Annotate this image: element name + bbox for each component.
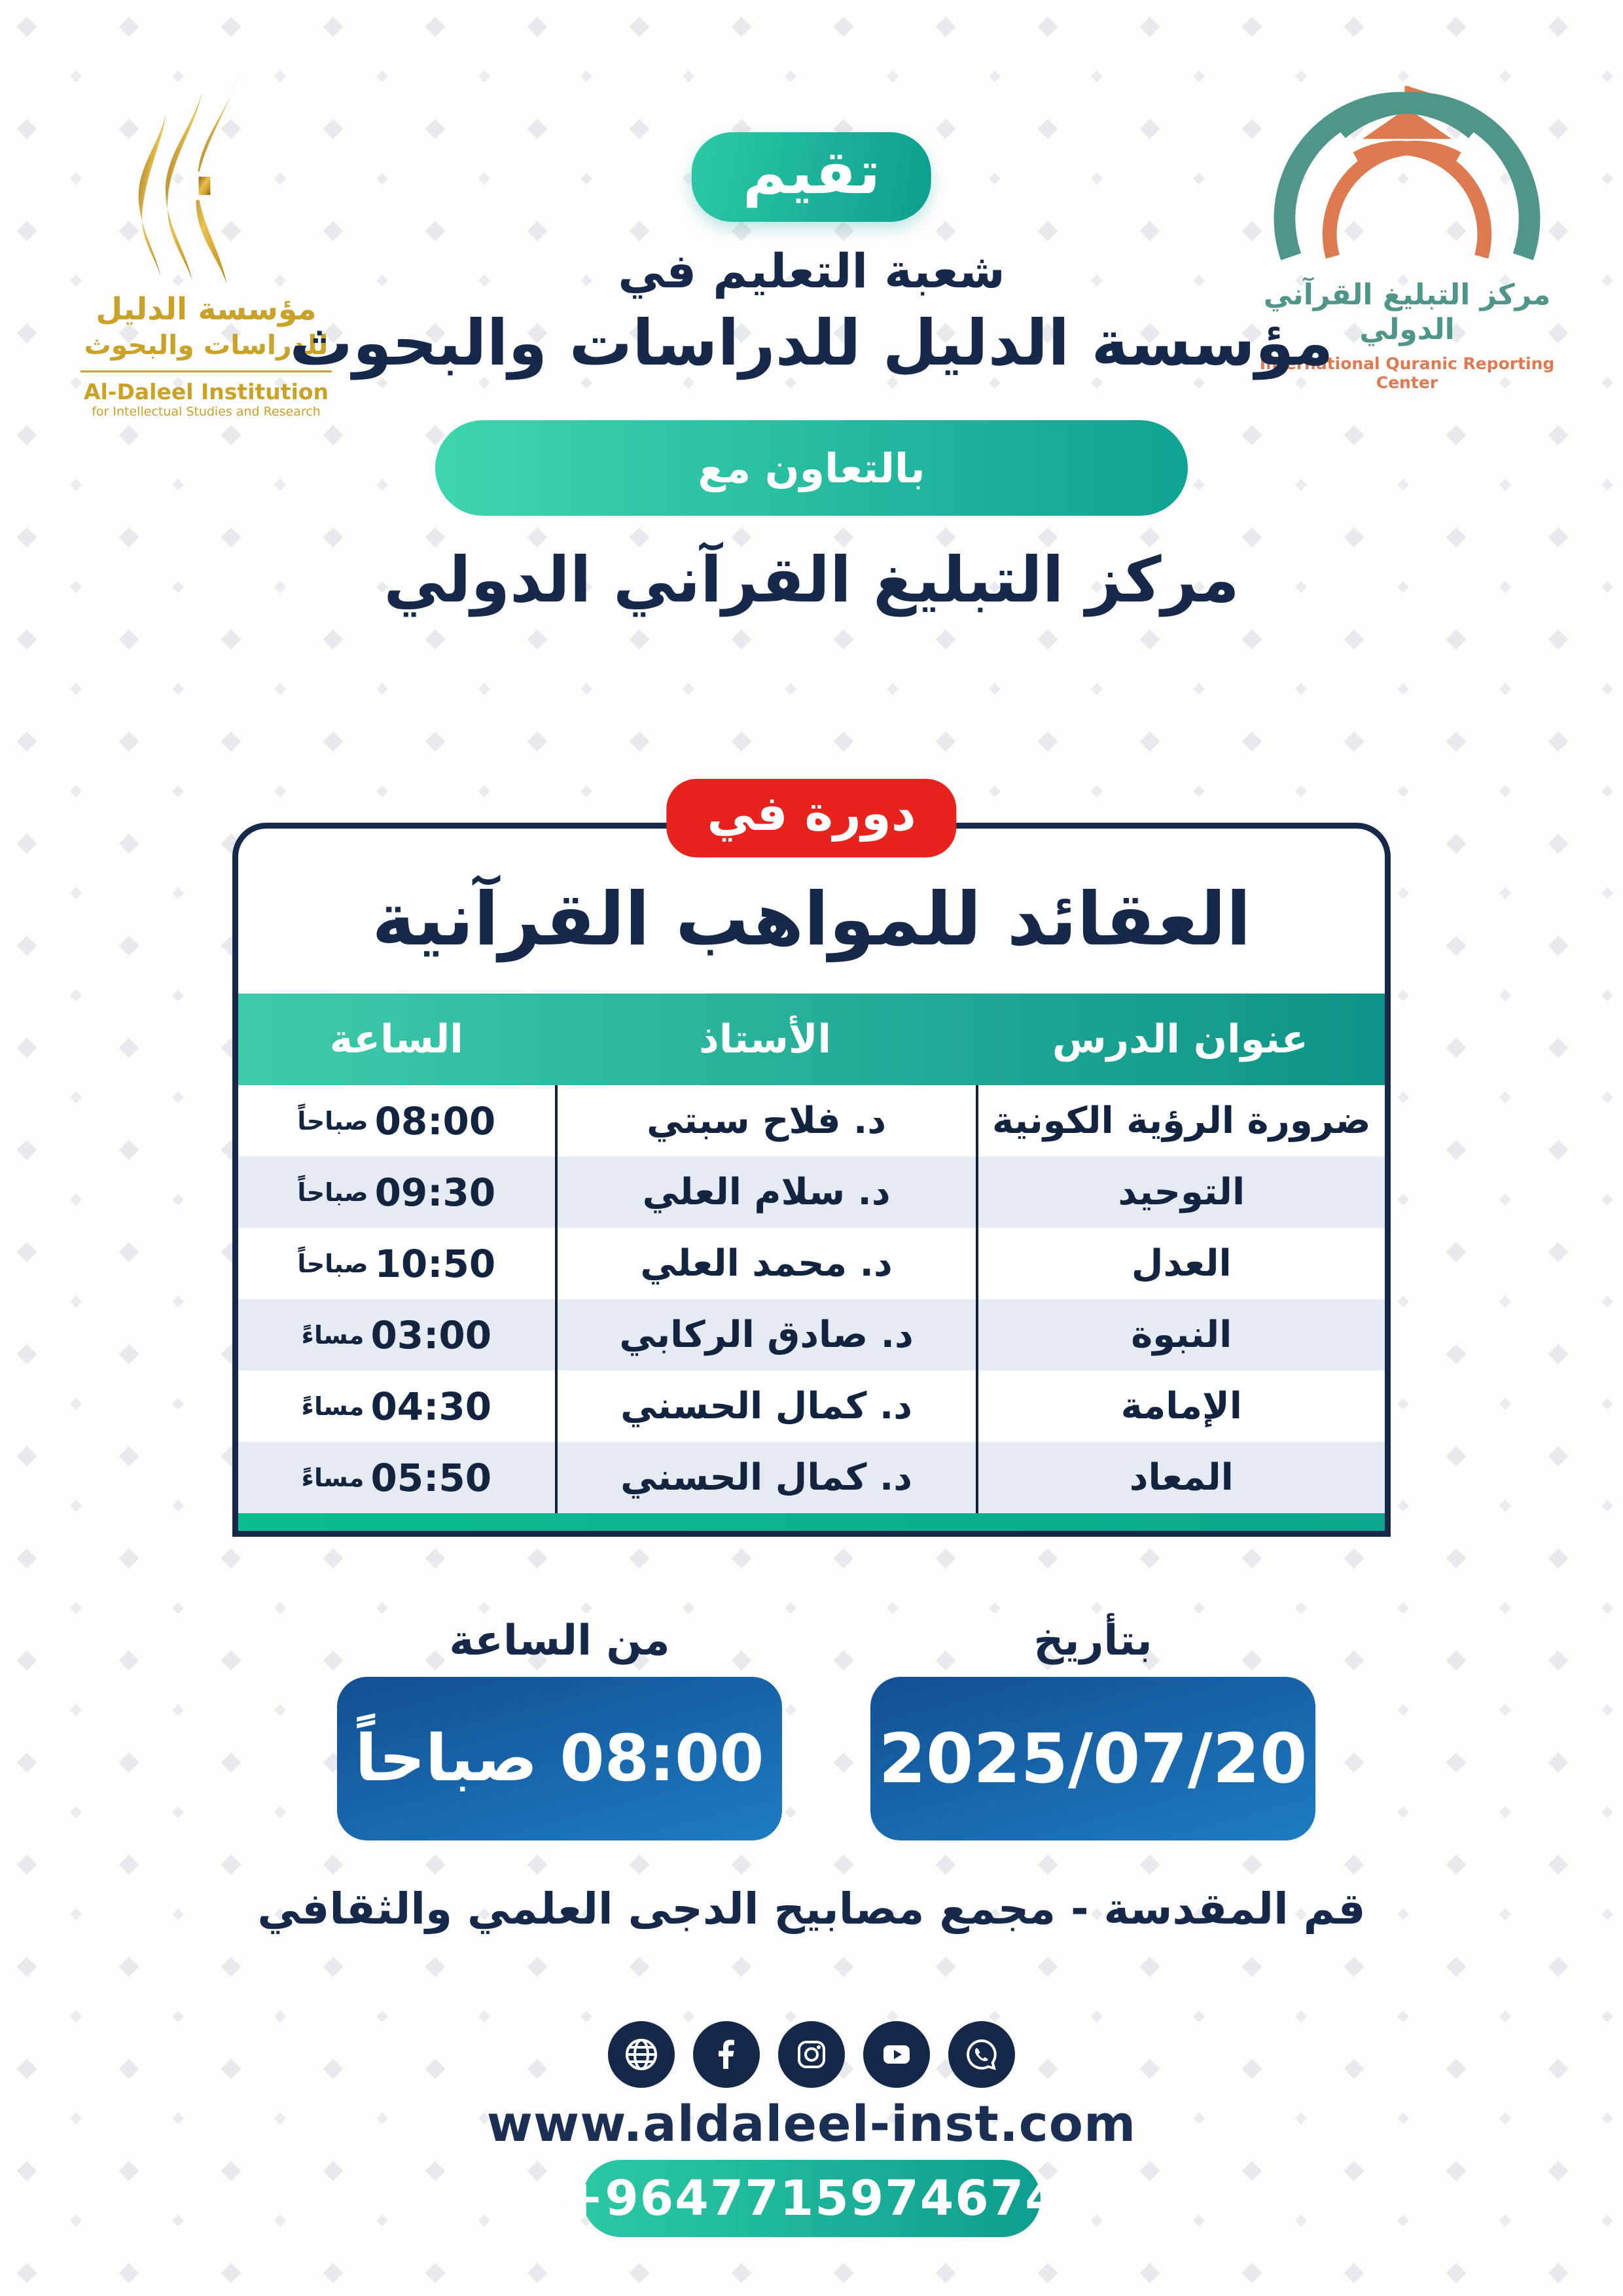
table-row bbox=[238, 1371, 1385, 1442]
date-label: بتأريخ bbox=[1033, 1617, 1152, 1665]
professor-cell: د. سلام العلي bbox=[555, 1157, 976, 1228]
table-row bbox=[238, 1085, 1385, 1157]
time-cell bbox=[238, 1442, 555, 1513]
time-value: 04:30 bbox=[370, 1384, 492, 1429]
iqrc-name-english: International Quranic Reporting Center bbox=[1259, 353, 1555, 392]
time-cell bbox=[238, 1371, 555, 1442]
iqrc-name-arabic: مركز التبليغ القرآني الدولي bbox=[1263, 278, 1551, 346]
instagram-icon[interactable] bbox=[778, 2021, 845, 2088]
lesson-cell: العدل bbox=[976, 1228, 1385, 1299]
organizes-badge: تقيم bbox=[692, 132, 931, 222]
organization-name: مؤسسة الدليل للدراسات والبحوث bbox=[289, 306, 1334, 380]
division-line: شعبة التعليم في bbox=[618, 243, 1005, 298]
social-icons-row bbox=[0, 2021, 1623, 2088]
globe-icon[interactable] bbox=[608, 2021, 675, 2088]
professor-cell: د. كمال الحسني bbox=[555, 1371, 976, 1442]
cooperation-badge: بالتعاون مع bbox=[435, 420, 1188, 516]
time-value: 09:30 bbox=[374, 1170, 496, 1215]
course-title: العقائد للمواهب القرآنية bbox=[372, 877, 1251, 962]
column-header-lesson: عنوان الدرس bbox=[1052, 1016, 1308, 1063]
time-period: مساءً bbox=[301, 1391, 365, 1421]
lesson-cell: النبوة bbox=[976, 1299, 1385, 1371]
time-period: مساءً bbox=[301, 1320, 365, 1350]
time-period: صباحاً bbox=[297, 1249, 368, 1278]
time-value: 10:50 bbox=[374, 1241, 496, 1286]
lesson-cell: المعاد bbox=[976, 1442, 1385, 1513]
iqrc-arches-icon bbox=[1263, 75, 1551, 272]
time-label: من الساعة bbox=[449, 1617, 670, 1665]
location-line: قم المقدسة - مجمع مصابيح الدجى العلمي والثقافي bbox=[257, 1884, 1366, 1934]
aldaleel-tagline-english: for Intellectual Studies and Research bbox=[92, 404, 321, 419]
phone-number-pill[interactable]: +9647715974674 bbox=[582, 2160, 1041, 2237]
lesson-cell: الإمامة bbox=[976, 1371, 1385, 1442]
professor-cell: د. صادق الركابي bbox=[555, 1299, 976, 1371]
partner-name: مركز التبليغ القرآني الدولي bbox=[383, 543, 1240, 617]
table-row bbox=[238, 1442, 1385, 1513]
column-header-professor: الأستاذ bbox=[699, 1016, 832, 1063]
professor-cell: د. كمال الحسني bbox=[555, 1442, 976, 1513]
table-footer-bar bbox=[238, 1513, 1385, 1534]
time-period: صباحاً bbox=[297, 1106, 368, 1136]
time-cell bbox=[238, 1157, 555, 1228]
time-cell bbox=[238, 1299, 555, 1371]
table-row bbox=[238, 1228, 1385, 1299]
time-value: 03:00 bbox=[370, 1312, 492, 1357]
youtube-icon[interactable] bbox=[863, 2021, 930, 2088]
facebook-icon[interactable] bbox=[693, 2021, 760, 2088]
aldaleel-name-english: Al-Daleel Institution bbox=[83, 378, 329, 404]
time-period: مساءً bbox=[301, 1463, 365, 1492]
time-value-box: 08:00 صباحاً bbox=[337, 1677, 782, 1840]
time-period: صباحاً bbox=[297, 1177, 368, 1207]
course-badge: دورة في bbox=[666, 779, 956, 857]
schedule-header-row bbox=[238, 994, 1385, 1085]
course-card bbox=[232, 823, 1391, 1537]
date-value-box: 2025/07/20 bbox=[870, 1677, 1315, 1840]
schedule-rows bbox=[238, 1085, 1385, 1513]
time-cell bbox=[238, 1228, 555, 1299]
professor-cell: د. فلاح سبتي bbox=[555, 1085, 976, 1157]
whatsapp-icon[interactable] bbox=[948, 2021, 1015, 2088]
column-header-time: الساعة bbox=[329, 1016, 463, 1063]
time-value: 08:00 bbox=[374, 1098, 496, 1143]
aldaleel-name-arabic: مؤسسة الدليل bbox=[96, 291, 317, 327]
lesson-cell: ضرورة الرؤية الكونية bbox=[976, 1085, 1385, 1157]
aldaleel-name-arabic-2: للدراسات والبحوث bbox=[80, 329, 332, 372]
table-row bbox=[238, 1299, 1385, 1371]
lesson-cell: التوحيد bbox=[976, 1157, 1385, 1228]
professor-cell: د. محمد العلي bbox=[555, 1228, 976, 1299]
time-value: 05:50 bbox=[370, 1455, 492, 1500]
table-row bbox=[238, 1157, 1385, 1228]
website-url[interactable]: www.aldaleel-inst.com bbox=[486, 2094, 1137, 2153]
schedule-table bbox=[238, 994, 1385, 1534]
time-cell bbox=[238, 1085, 555, 1157]
